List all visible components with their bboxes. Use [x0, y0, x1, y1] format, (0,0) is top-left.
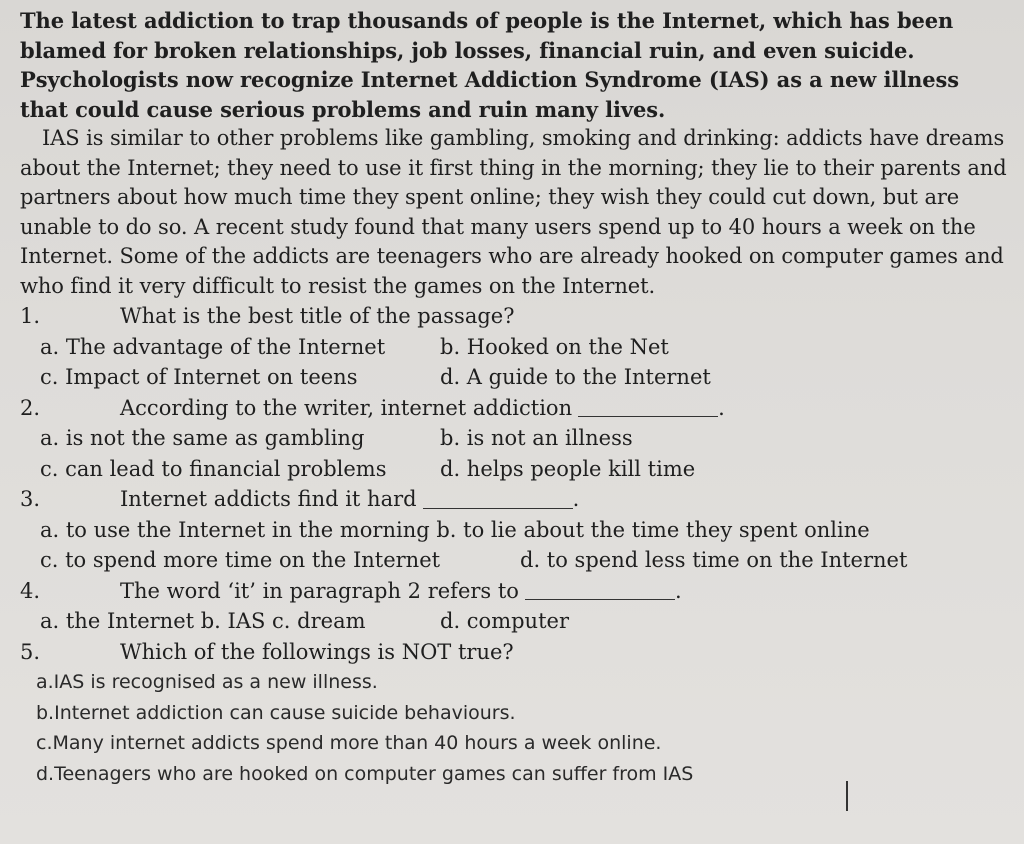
answer-blank[interactable]: [423, 478, 573, 509]
document-page: [20, 6, 1010, 789]
question-text: The word ‘it’ in paragraph 2 refers to: [120, 578, 519, 603]
option-a-b[interactable]: a. to use the Internet in the morning b. to lie about the time they spent online: [40, 517, 870, 542]
option-d[interactable]: d.Teenagers who are hooked on computer games can suffer from IAS: [36, 762, 694, 785]
option-row: [20, 545, 1010, 576]
question-number: 4.: [20, 578, 41, 603]
option-b[interactable]: b. Hooked on the Net: [440, 334, 669, 359]
option-row: [20, 515, 1010, 546]
question-2: [20, 393, 1010, 424]
answer-blank[interactable]: [578, 387, 718, 418]
question-text: Which of the followings is NOT true?: [120, 639, 514, 664]
option-d[interactable]: d. to spend less time on the Internet: [520, 548, 908, 572]
question-3: [20, 484, 1010, 515]
question-number: 1.: [20, 304, 41, 328]
question-period: .: [718, 395, 725, 420]
option-a[interactable]: a. is not the same as gambling: [40, 426, 365, 450]
question-period: .: [572, 487, 580, 511]
option-b[interactable]: b. is not an illness: [440, 426, 633, 450]
text-cursor: [846, 781, 848, 811]
question-text: Internet addicts find it hard: [120, 487, 417, 511]
question-1: [20, 301, 1010, 332]
option-b[interactable]: b.Internet addiction can cause suicide behaviours.: [36, 701, 516, 724]
answer-blank[interactable]: [525, 570, 675, 601]
question-text: What is the best title of the passage?: [120, 304, 515, 328]
option-d[interactable]: d. A guide to the Internet: [440, 365, 711, 389]
question-period: .: [674, 578, 682, 603]
question-5: [20, 637, 1010, 668]
question-number: 3.: [20, 487, 41, 511]
option-row: [20, 332, 1010, 363]
paragraph-2: [20, 124, 1010, 301]
option-row: [20, 423, 1010, 454]
option-c[interactable]: c. Impact of Internet on teens: [40, 365, 358, 389]
option-c[interactable]: c. can lead to financial problems: [40, 456, 387, 481]
question-text: According to the writer, internet addiction: [120, 395, 573, 420]
option-a-b-c[interactable]: a. the Internet b. IAS c. dream: [40, 609, 366, 633]
option-row: [20, 606, 1010, 637]
option-c[interactable]: c.Many internet addicts spend more than 40 hours a week online.: [36, 732, 662, 754]
option-a[interactable]: a.IAS is recognised as a new illness.: [36, 671, 378, 693]
option-a[interactable]: a. The advantage of the Internet: [40, 334, 386, 359]
option-row: [20, 362, 1010, 393]
option-c[interactable]: c. to spend more time on the Internet: [40, 548, 441, 572]
question-4: [20, 576, 1010, 607]
question-number: 2.: [20, 395, 41, 420]
question-number: 5.: [20, 639, 41, 664]
paragraph-1: The latest addiction to trap thousands of people is the Internet, which has been blamed for broken relationships, job losses, financial ruin, and even suicide. Psychologists now recognize Internet Addiction Syndrome (IAS) as a new illness that could cause serious problems and ruin many lives.: [20, 8, 959, 122]
option-d[interactable]: d. computer: [440, 609, 569, 633]
paragraph-2-text: IAS is similar to other problems like gambling, smoking and drinking: addicts have dreams about the Internet; they need to use it first thing in the morning; they lie to their parents and partners about how much time they spent online; they wish they could cut down, but are unable to do so. A recent study found that many users spend up to 40 hours a week on the Internet. Some of the addicts are teenagers who are already hooked on computer games and who find it very difficult to resist the games on the Internet.: [20, 126, 1007, 298]
option-d[interactable]: d. helps people kill time: [440, 456, 696, 481]
